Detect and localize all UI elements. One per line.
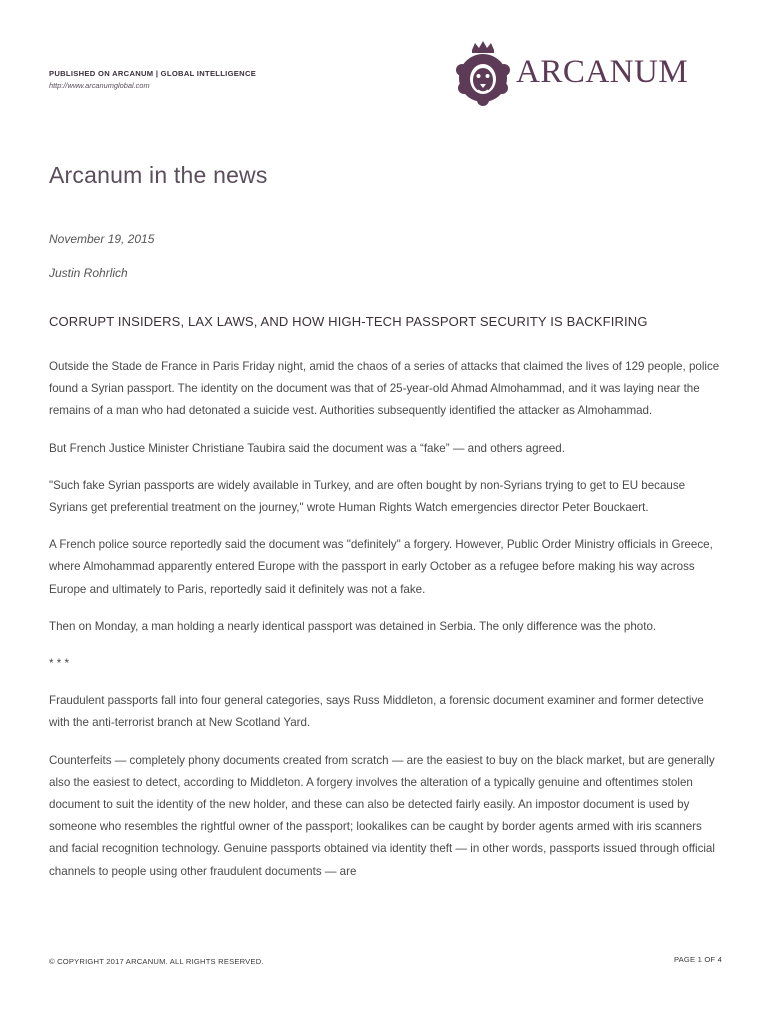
- paragraph: "Such fake Syrian passports are widely available in Turkey, and are often bought by non-Syrians trying to get to EU because Syrians get preferential treatment on the journey," wrote Human Rights Watch emergencies director Peter Bouckaert.: [49, 478, 686, 515]
- arcanum-logo: [452, 40, 724, 106]
- paragraph: Outside the Stade de France in Paris Friday night, amid the chaos of a series of attacks that claimed the lives of 129 people, police found a Syrian passport. The identity on the document was that of 25-year-old Ahmad Almohammad, and it was laying near the remains of a man who had detonated a suicide vest. Authorities subsequently identified the attacker as Almohammad.: [49, 360, 720, 418]
- article-author: Justin Rohrlich: [49, 266, 128, 280]
- paragraph: Then on Monday, a man holding a nearly identical passport was detained in Serbia. The only difference was the photo.: [49, 619, 657, 633]
- page-number: PAGE 1 OF 4: [673, 955, 722, 964]
- publisher-info: [49, 69, 256, 90]
- paragraph: Fraudulent passports fall into four general categories, says Russ Middleton, a forensic document examiner and former detective with the anti-terrorist branch at New Scotland Yard.: [49, 694, 704, 730]
- paragraph: A French police source reportedly said the document was "definitely" a forgery. However, Public Order Ministry officials in Greece, where Almohammad apparently entered Europe with the passport in early October as a refugee before making his way across Europe and ultimately to Paris, reportedly said it definitely was not a fake.: [49, 538, 713, 596]
- logo-wordmark: ARCANUM: [516, 54, 689, 90]
- footer-copyright: © COPYRIGHT 2017 ARCANUM. ALL RIGHTS RESERVED.: [49, 957, 264, 966]
- article-date: November 19, 2015: [49, 232, 155, 246]
- paragraph: Counterfeits — completely phony documents created from scratch — are the easiest to buy on the black market, but are generally also the easiest to detect, according to Middleton. A forgery involves the alteration of a typically genuine and oftentimes stolen document to suit the identity of the new holder, and these can also be detected fairly easily. An impostor document is used by someone who resembles the rightful owner of the passport; lookalikes can be caught by border agents armed with iris scanners and facial recognition technology. Genuine passports obtained via identity theft — in other words, passports issued through official channels to people using other fraudulent documents — are: [49, 753, 715, 878]
- lion-crest-icon: [452, 40, 514, 106]
- article-headline: CORRUPT INSIDERS, LAX LAWS, AND HOW HIGH-TECH PASSPORT SECURITY IS BACKFIRING: [49, 314, 648, 329]
- section-divider: * * *: [49, 657, 69, 671]
- paragraph: But French Justice Minister Christiane Taubira said the document was a “fake” — and others agreed.: [49, 441, 565, 455]
- publisher-line: PUBLISHED ON ARCANUM | GLOBAL INTELLIGENCE: [49, 69, 257, 78]
- article-body: [49, 356, 721, 898]
- page-title: Arcanum in the news: [49, 162, 268, 188]
- publisher-url-link[interactable]: http://www.arcanumglobal.com: [49, 81, 150, 90]
